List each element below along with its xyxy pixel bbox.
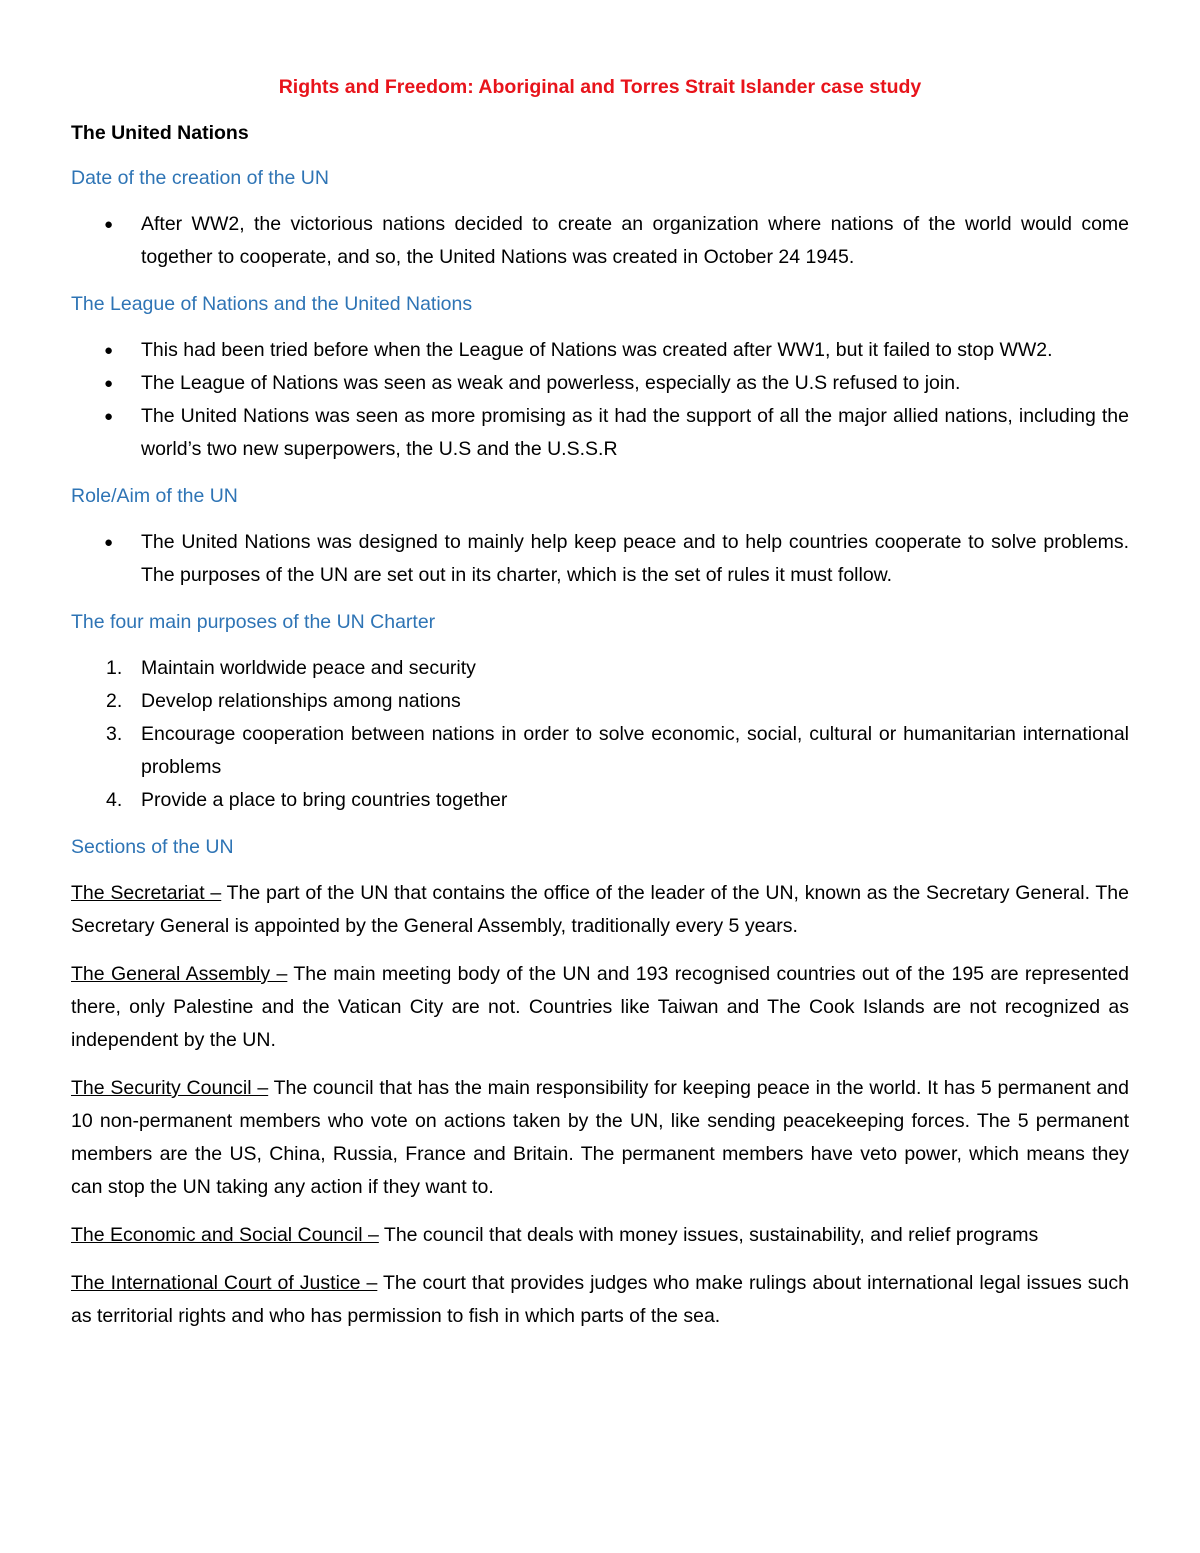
definition-security-council: The council that has the main responsibility for keeping peace in the world. It has 5 permanent and 10 non-permanent members who vote on actions taken by the UN, like sending peacekeeping forces. The 5 permanent members are the US, China, Russia, France and Britain. The permanent members have veto power, which means they can stop the UN taking any action if they want to.: [71, 1077, 1130, 1198]
section-economic-social-council: [71, 1219, 1129, 1252]
section-title: The United Nations: [71, 122, 249, 144]
term-general-assembly: The General Assembly –: [71, 963, 288, 985]
list-item-text: The United Nations was seen as more promising as it had the support of all the major allied nations, including the world’s two new superpowers, the U.S and the U.S.S.R: [141, 405, 1129, 460]
list-item-text: After WW2, the victorious nations decided to create an organization where nations of the world would come together to cooperate, and so, the United Nations was created in October 24 1945.: [141, 213, 1129, 268]
section-security-council: [71, 1072, 1129, 1204]
definition-secretariat: The part of the UN that contains the office of the leader of the UN, known as the Secretary General. The Secretary General is appointed by the General Assembly, traditionally every 5 years.: [71, 882, 1130, 937]
role-bullet-list: [71, 526, 1129, 592]
list-item-text: Develop relationships among nations: [141, 690, 461, 712]
bullet-icon: ●: [104, 216, 114, 233]
list-item: [71, 685, 1129, 718]
list-item: [71, 652, 1129, 685]
section-secretariat: [71, 877, 1129, 943]
league-bullet-list: [71, 334, 1129, 466]
definition-international-court: The court that provides judges who make rulings about international legal issues such as territorial rights and who has permission to fish in which parts of the sea.: [71, 1272, 1129, 1327]
list-item: [71, 208, 1129, 274]
bullet-icon: ●: [104, 342, 114, 359]
definition-economic-social-council: The council that deals with money issues, sustainability, and relief programs: [378, 1224, 1039, 1246]
term-international-court: The International Court of Justice –: [71, 1272, 378, 1294]
list-item: [71, 367, 1129, 400]
list-item-text: Maintain worldwide peace and security: [141, 657, 476, 679]
section-general-assembly: [71, 958, 1129, 1057]
bullet-icon: ●: [104, 534, 114, 551]
list-item: [71, 718, 1129, 784]
bullet-icon: ●: [104, 408, 114, 425]
heading-sections: Sections of the UN: [71, 836, 234, 858]
heading-league: The League of Nations and the United Nations: [71, 293, 473, 315]
document-title: Rights and Freedom: Aboriginal and Torres Strait Islander case study: [278, 76, 922, 98]
list-item-text: Encourage cooperation between nations in order to solve economic, social, cultural or humanitarian international problems: [141, 723, 1129, 778]
list-number: 1.: [106, 657, 123, 679]
purposes-numbered-list: [71, 652, 1129, 817]
list-item: [71, 784, 1129, 817]
list-number: 2.: [106, 690, 123, 712]
list-item: [71, 526, 1129, 592]
list-number: 3.: [106, 723, 123, 745]
list-item: [71, 400, 1129, 466]
list-item: [71, 334, 1129, 367]
bullet-icon: ●: [104, 375, 114, 392]
heading-purposes: The four main purposes of the UN Charter: [71, 611, 436, 633]
creation-bullet-list: [71, 208, 1129, 274]
definition-general-assembly: The main meeting body of the UN and 193 recognised countries out of the 195 are represented there, only Palestine and the Vatican City are not. Countries like Taiwan and The Cook Islands are not recognized as independent by the UN.: [71, 963, 1129, 1051]
document-page: [71, 72, 1129, 1348]
list-item-text: The League of Nations was seen as weak and powerless, especially as the U.S refused to join.: [141, 372, 961, 394]
list-number: 4.: [106, 789, 123, 811]
term-economic-social-council: The Economic and Social Council –: [71, 1224, 379, 1246]
heading-creation: Date of the creation of the UN: [71, 167, 329, 189]
list-item-text: Provide a place to bring countries together: [141, 789, 508, 811]
term-secretariat: The Secretariat –: [71, 882, 222, 904]
term-security-council: The Security Council –: [71, 1077, 269, 1099]
list-item-text: This had been tried before when the League of Nations was created after WW1, but it failed to stop WW2.: [141, 339, 1053, 361]
heading-role: Role/Aim of the UN: [71, 485, 238, 507]
list-item-text: The United Nations was designed to mainly help keep peace and to help countries cooperate to solve problems. The purposes of the UN are set out in its charter, which is the set of rules it must follow.: [141, 531, 1129, 586]
section-international-court: [71, 1267, 1129, 1333]
